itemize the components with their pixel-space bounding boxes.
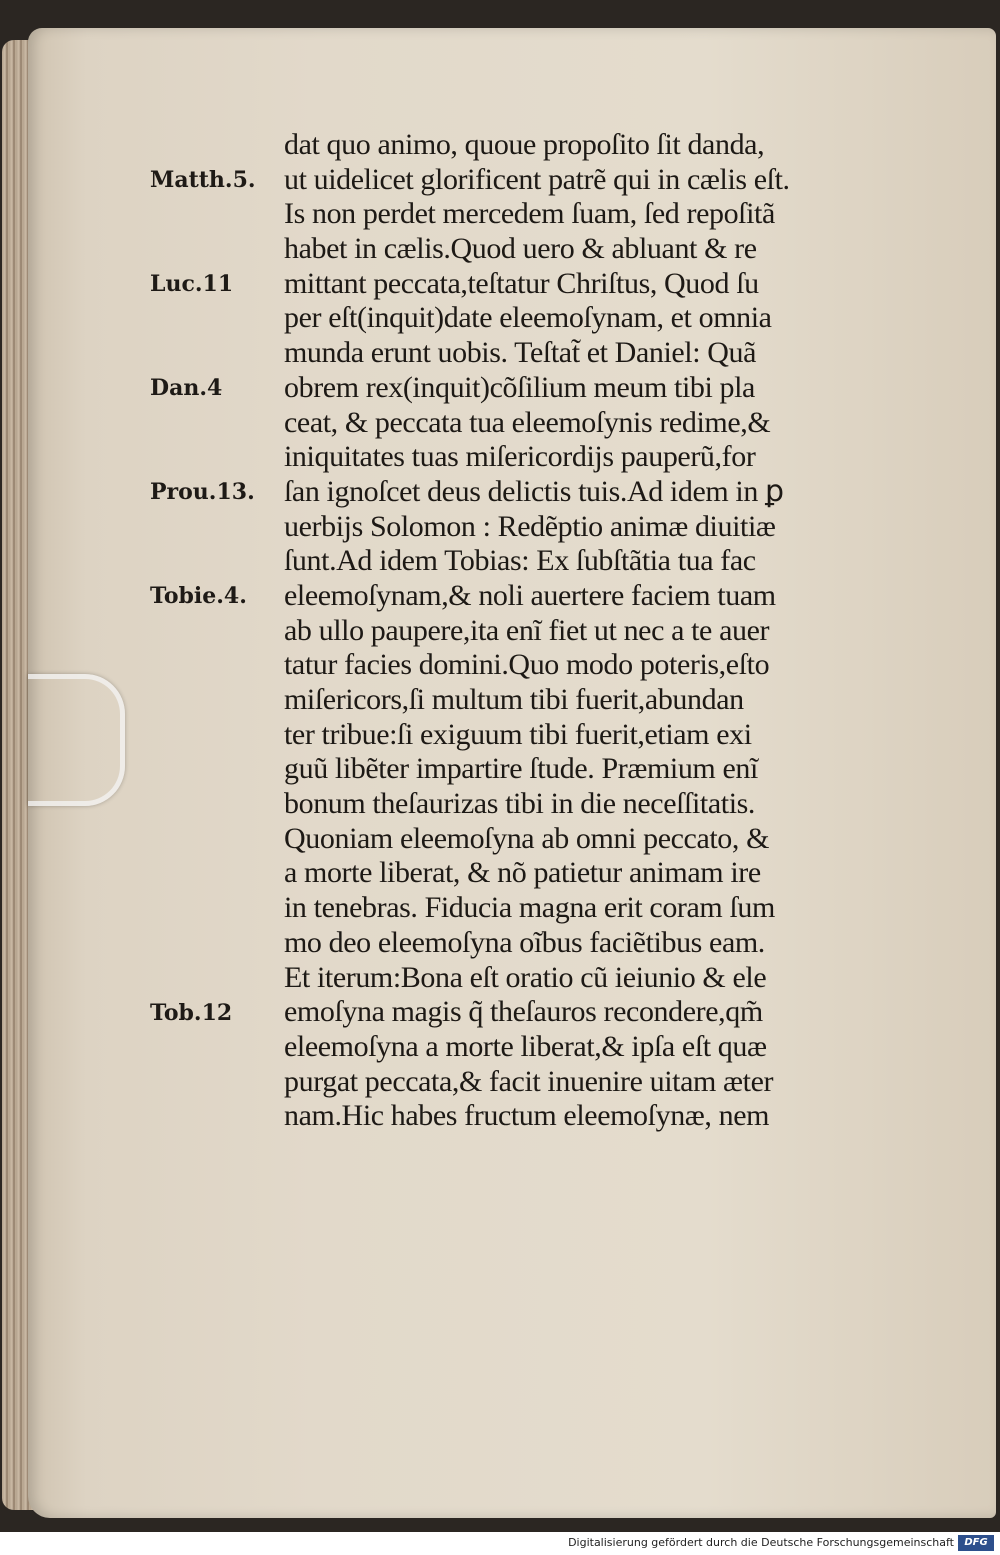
marginal-notes [150, 0, 280, 1200]
text-line: tatur facies domini.Quo modo poteris,eſto [284, 648, 770, 682]
footer-credit: Digitalisierung gefördert durch die Deutsche Forschungsgemeinschaft [568, 1536, 954, 1549]
text-line: nam.Hic habes fructum eleemoſynæ, nem [284, 1099, 770, 1133]
marginal-note: Dan.4 [150, 374, 223, 401]
footer-bar [0, 1532, 1000, 1555]
dfg-logo: DFG [958, 1535, 994, 1551]
marginal-note: Matth.5. [150, 166, 256, 193]
main-text-block [284, 128, 924, 1134]
marginal-note: Tob.12 [150, 999, 233, 1026]
text-line: ut uidelicet glorificent patrẽ qui in cælis eſt. [284, 162, 790, 196]
text-line: mo deo eleemoſyna oĩbus faciẽtibus eam. [284, 925, 765, 959]
text-line: Is non perdet mercedem ſuam, ſed repoſitã [284, 197, 775, 231]
text-line: Quoniam eleemoſyna ab omni peccato, & [284, 821, 770, 855]
text-line: ter tribue:ſi exiguum tibi fuerit,etiam exi [284, 717, 752, 751]
text-line: ceat, & peccata tua eleemoſynis redime,& [284, 405, 771, 439]
marginal-note: Prou.13. [150, 479, 255, 505]
text-line: ſunt.Ad idem Tobias: Ex ſubſtãtia tua fac [284, 544, 756, 578]
text-line: ab ullo paupere,ita enĩ fiet ut nec a te auer [284, 613, 770, 647]
text-line: purgat peccata,& facit inuenire uitam æter [284, 1064, 774, 1098]
page-clip [28, 674, 125, 806]
text-line: in tenebras. Fiducia magna erit coram ſum [284, 891, 775, 925]
text-line: habet in cælis.Quod uero & abluant & re [284, 232, 757, 266]
text-line: mittant peccata,teſtatur Chriſtus, Quod ſu [284, 266, 759, 300]
text-line: guũ libẽter impartire ſtude. Præmium enĩ [284, 752, 758, 786]
text-line: Et iterum:Bona eſt oratio cũ ieiunio & ele [284, 960, 767, 994]
text-line: ſan ignoſcet deus delictis tuis.Ad idem in ꝑ [284, 474, 784, 508]
text-line: a morte liberat, & nõ patietur animam ire [284, 856, 761, 890]
text-line: iniquitates tuas miſericordijs pauperũ,for [284, 440, 756, 474]
marginal-note: Luc.11 [150, 270, 234, 297]
text-line: dat quo animo, quoue propoſito ſit danda, [284, 128, 765, 161]
text-line: bonum theſaurizas tibi in die neceſſitatis. [284, 787, 756, 821]
text-line: obrem rex(inquit)cõſilium meum tibi pla [284, 370, 755, 404]
text-line: emoſyna magis q̃ theſauros recondere,qm̃ [284, 995, 763, 1029]
text-line: munda erunt uobis. Teſtat̃ et Daniel: Quã [284, 336, 757, 370]
text-line: uerbijs Solomon : Redẽptio animæ diuitiæ [284, 509, 776, 543]
text-line: miſericors,ſi multum tibi fuerit,abundan [284, 683, 744, 716]
text-line: eleemoſyna a morte liberat,& ipſa eſt quæ [284, 1029, 767, 1063]
marginal-note: Tobie.4. [150, 583, 247, 610]
text-line: eleemoſynam,& noli auertere faciem tuam [284, 578, 776, 612]
text-line: per eſt(inquit)date eleemoſynam, et omnia [284, 301, 772, 335]
